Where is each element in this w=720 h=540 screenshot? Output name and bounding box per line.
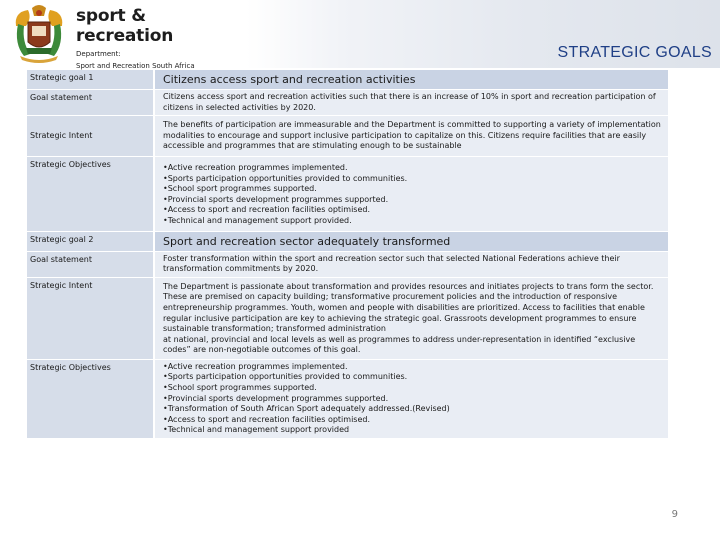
list-item: • Active recreation programmes implemented. (163, 163, 664, 174)
table-row (27, 90, 668, 116)
row-label: Strategic goal 1 (27, 70, 154, 90)
row-label: Strategic goal 2 (27, 231, 154, 251)
department-name: Sport and Recreation South Africa (76, 62, 195, 70)
objectives-list (163, 163, 664, 227)
row-label: Strategic Intent (27, 277, 154, 359)
title-band (246, 0, 720, 68)
goal-title: Citizens access sport and recreation activities (154, 70, 668, 90)
list-item: • Active recreation programmes implemented. (163, 362, 664, 373)
brand-name: sport & recreation (76, 6, 174, 46)
goal-title: Sport and recreation sector adequately transformed (154, 231, 668, 251)
slide-header (0, 0, 720, 68)
table-row (27, 116, 668, 157)
row-label: Goal statement (27, 90, 154, 116)
slide-title: STRATEGIC GOALS (557, 44, 712, 61)
table-row (27, 277, 668, 359)
table-row (27, 231, 668, 251)
table-row (27, 251, 668, 277)
objectives-list (163, 362, 664, 436)
department-line: Department: (76, 50, 121, 58)
strategic-intent: The benefits of participation are immeasurable and the Department is committed to supporting a variety of implementation modalities to encourage and support inclusive participation to capitalize on this. Citizens require facilities that are easily accessible and programmes that are stimulating enough to be sustainable (154, 116, 668, 157)
list-item: • School sport programmes supported. (163, 383, 664, 394)
strategic-goals-table (27, 70, 668, 439)
list-item: • Provincial sports development programmes supported. (163, 195, 664, 206)
table-row (27, 70, 668, 90)
strategic-objectives (154, 359, 668, 438)
coat-of-arms-icon (10, 4, 68, 64)
list-item: • Sports participation opportunities provided to communities. (163, 174, 664, 185)
logo-area (6, 0, 246, 68)
goal-statement: Foster transformation within the sport and recreation sector such that selected National Federations achieve their transformation commitments by 2020. (154, 251, 668, 277)
list-item: • Technical and management support provided. (163, 216, 664, 227)
list-item: • Sports participation opportunities provided to communities. (163, 372, 664, 383)
table-row (27, 156, 668, 231)
row-label: Strategic Intent (27, 116, 154, 157)
goal-statement: Citizens access sport and recreation activities such that there is an increase of 10% in sport and recreation participation of citizens in selected activities by 2020. (154, 90, 668, 116)
list-item: • Access to sport and recreation facilities optimised. (163, 415, 664, 426)
row-label: Strategic Objectives (27, 156, 154, 231)
list-item: • Transformation of South African Sport adequately addressed.(Revised) (163, 404, 664, 415)
intent-paragraph: The Department is passionate about transformation and provides resources and initiates projects to trans form the sector. These are premised on capacity building; transformative procurement policies and the introduction of responsive entrepreneurship programmes. Youth, women and people with disabilities are prioritized. Access to facilities that enable regular inclusive participation are key to achieving the strategic goal. Grassroots development programmes to ensure sustainable transformation; transformed administration (163, 281, 654, 334)
page-number: 9 (671, 509, 678, 520)
strategic-objectives (154, 156, 668, 231)
row-label: Goal statement (27, 251, 154, 277)
strategic-intent (154, 277, 668, 359)
row-label: Strategic Objectives (27, 359, 154, 438)
list-item: • Technical and management support provided (163, 425, 664, 436)
list-item: • Provincial sports development programmes supported. (163, 394, 664, 405)
table-row (27, 359, 668, 438)
list-item: • School sport programmes supported. (163, 184, 664, 195)
intent-paragraph: at national, provincial and local levels as well as programmes to address under-representation in identified “exclusive codes” are non-negotiable outcomes of this goal. (163, 334, 636, 355)
list-item: • Access to sport and recreation facilities optimised. (163, 205, 664, 216)
